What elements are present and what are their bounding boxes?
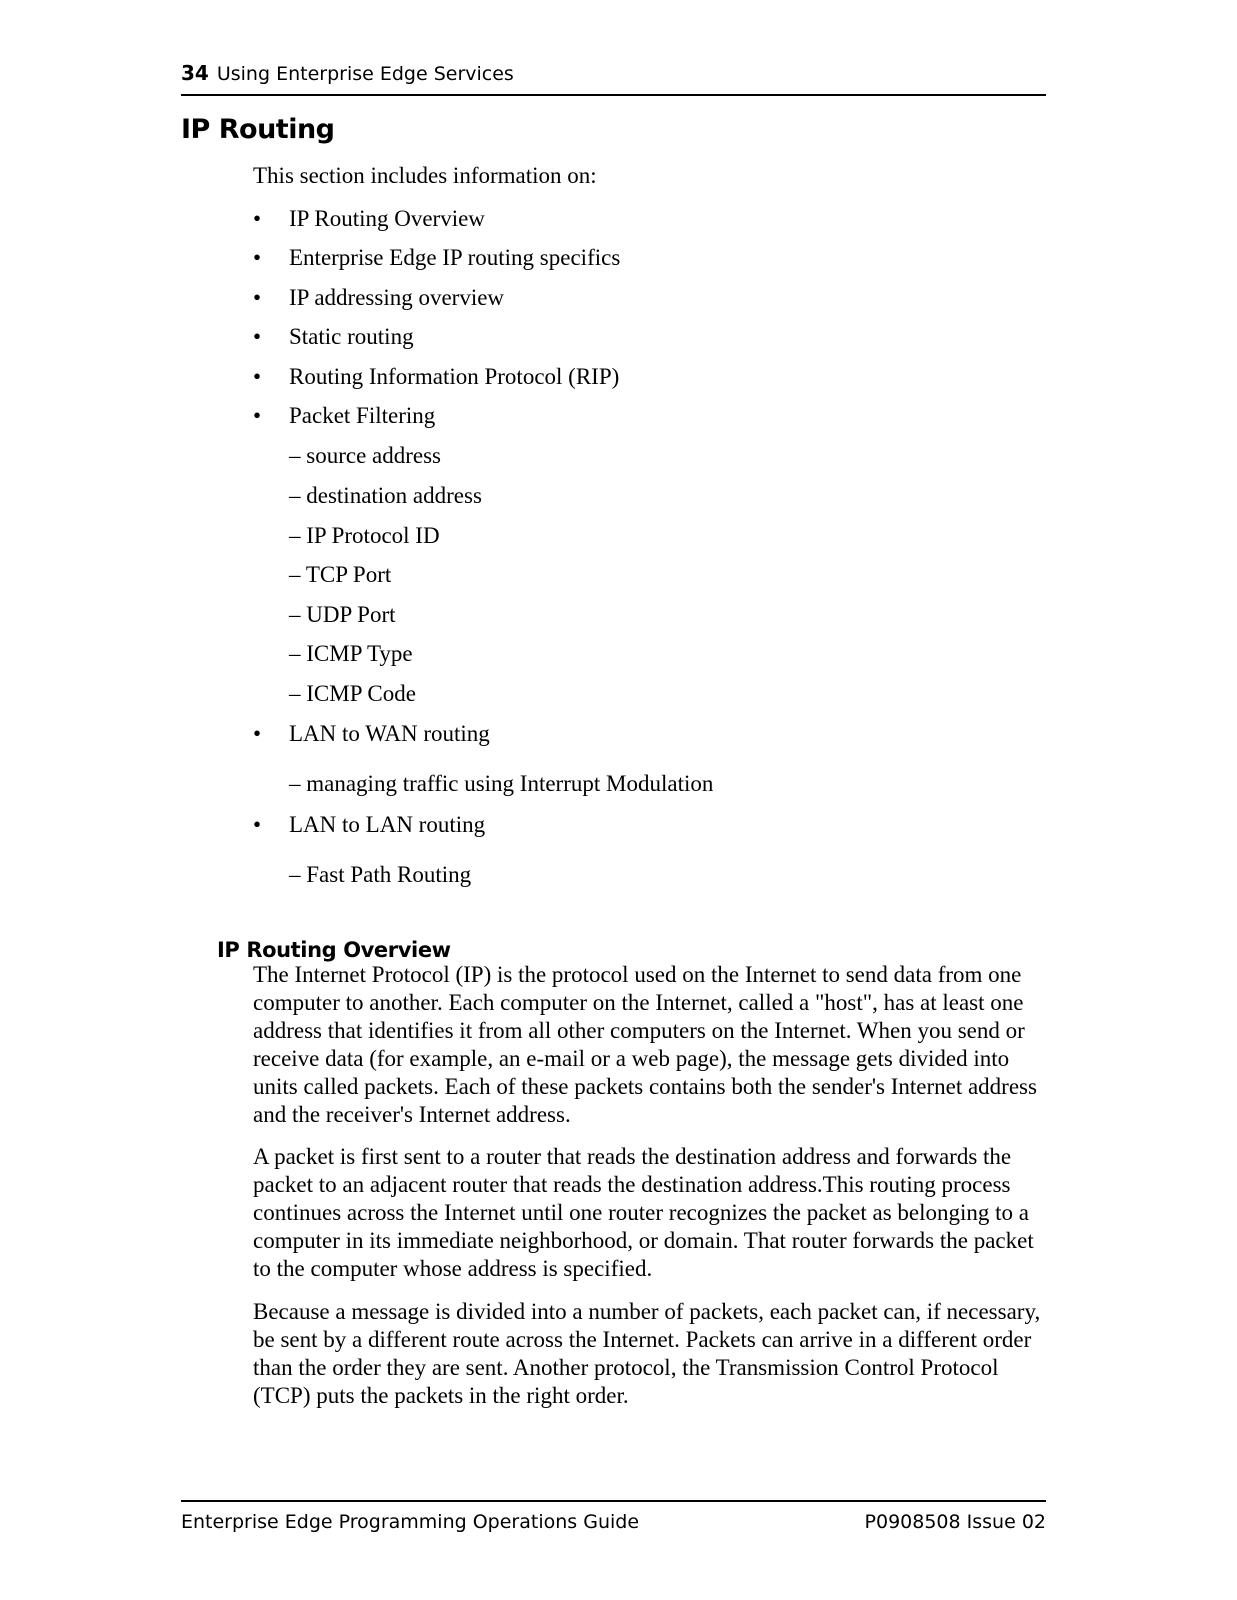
list-item: IP Routing Overview (289, 206, 485, 231)
sub-list-item: – destination address (289, 483, 482, 508)
sub-list-item: – ICMP Code (289, 681, 416, 706)
bullet-marker: • (253, 324, 262, 349)
list-item: LAN to WAN routing (289, 721, 490, 746)
sub-list-item: – UDP Port (289, 602, 396, 627)
list-item: Packet Filtering (289, 403, 436, 428)
page-number: 34 (181, 61, 209, 85)
list-item: LAN to LAN routing (289, 812, 486, 837)
bullet-marker: • (253, 206, 262, 231)
bullet-marker: • (253, 812, 262, 837)
sub-list-item: – ICMP Type (289, 641, 413, 666)
bullet-marker: • (253, 403, 262, 428)
page-header (181, 58, 1046, 96)
bullet-marker: • (253, 364, 262, 389)
sub-list-item: – IP Protocol ID (289, 523, 440, 548)
list-item: IP addressing overview (289, 285, 505, 310)
footer-guide-title: Enterprise Edge Programming Operations Guide (181, 1511, 640, 1533)
paragraph-1: The Internet Protocol (IP) is the protocol used on the Internet to send data from one computer to another. Each computer on the Internet, called a "host", has at least one address that identifies it from all other computers on the Internet. When you send or receive data (for example, an e-mail or a web page), the message gets divided into units called packets. Each of these packets contains both the sender's Internet address and the receiver's Internet address. (253, 962, 1037, 1127)
bullet-marker: • (253, 721, 262, 746)
sub-list-item: – source address (289, 443, 442, 468)
sub-list-item: – Fast Path Routing (289, 862, 472, 887)
bullet-marker: • (253, 285, 262, 310)
section-intro: This section includes information on: (253, 163, 597, 188)
footer-doc-id: P0908508 Issue 02 (864, 1511, 1046, 1533)
page-footer (181, 1500, 1046, 1536)
paragraph-3: Because a message is divided into a number of packets, each packet can, if necessary, be sent by a different route across the Internet. Packets can arrive in a different order than the order they are sent. Another protocol, the Transmission Control Protocol (TCP) puts the packets in the right order. (253, 1299, 1041, 1408)
paragraph-2: A packet is first sent to a router that reads the destination address and forwards the packet to an adjacent router that reads the destination address.This routing process continues across the Internet until one router recognizes the packet as belonging to a computer in its immediate neighborhood, or domain. That router forwards the packet to the computer whose address is specified. (253, 1144, 1034, 1281)
sub-list-item: – TCP Port (289, 562, 392, 587)
section-title: IP Routing (181, 114, 335, 145)
running-title: Using Enterprise Edge Services (216, 63, 514, 85)
bullet-marker: • (253, 245, 262, 270)
sub-list-item: – managing traffic using Interrupt Modulation (289, 771, 714, 796)
subsection-title: IP Routing Overview (217, 938, 451, 962)
list-item: Enterprise Edge IP routing specifics (289, 245, 621, 270)
list-item: Static routing (289, 324, 414, 349)
list-item: Routing Information Protocol (RIP) (289, 364, 620, 389)
